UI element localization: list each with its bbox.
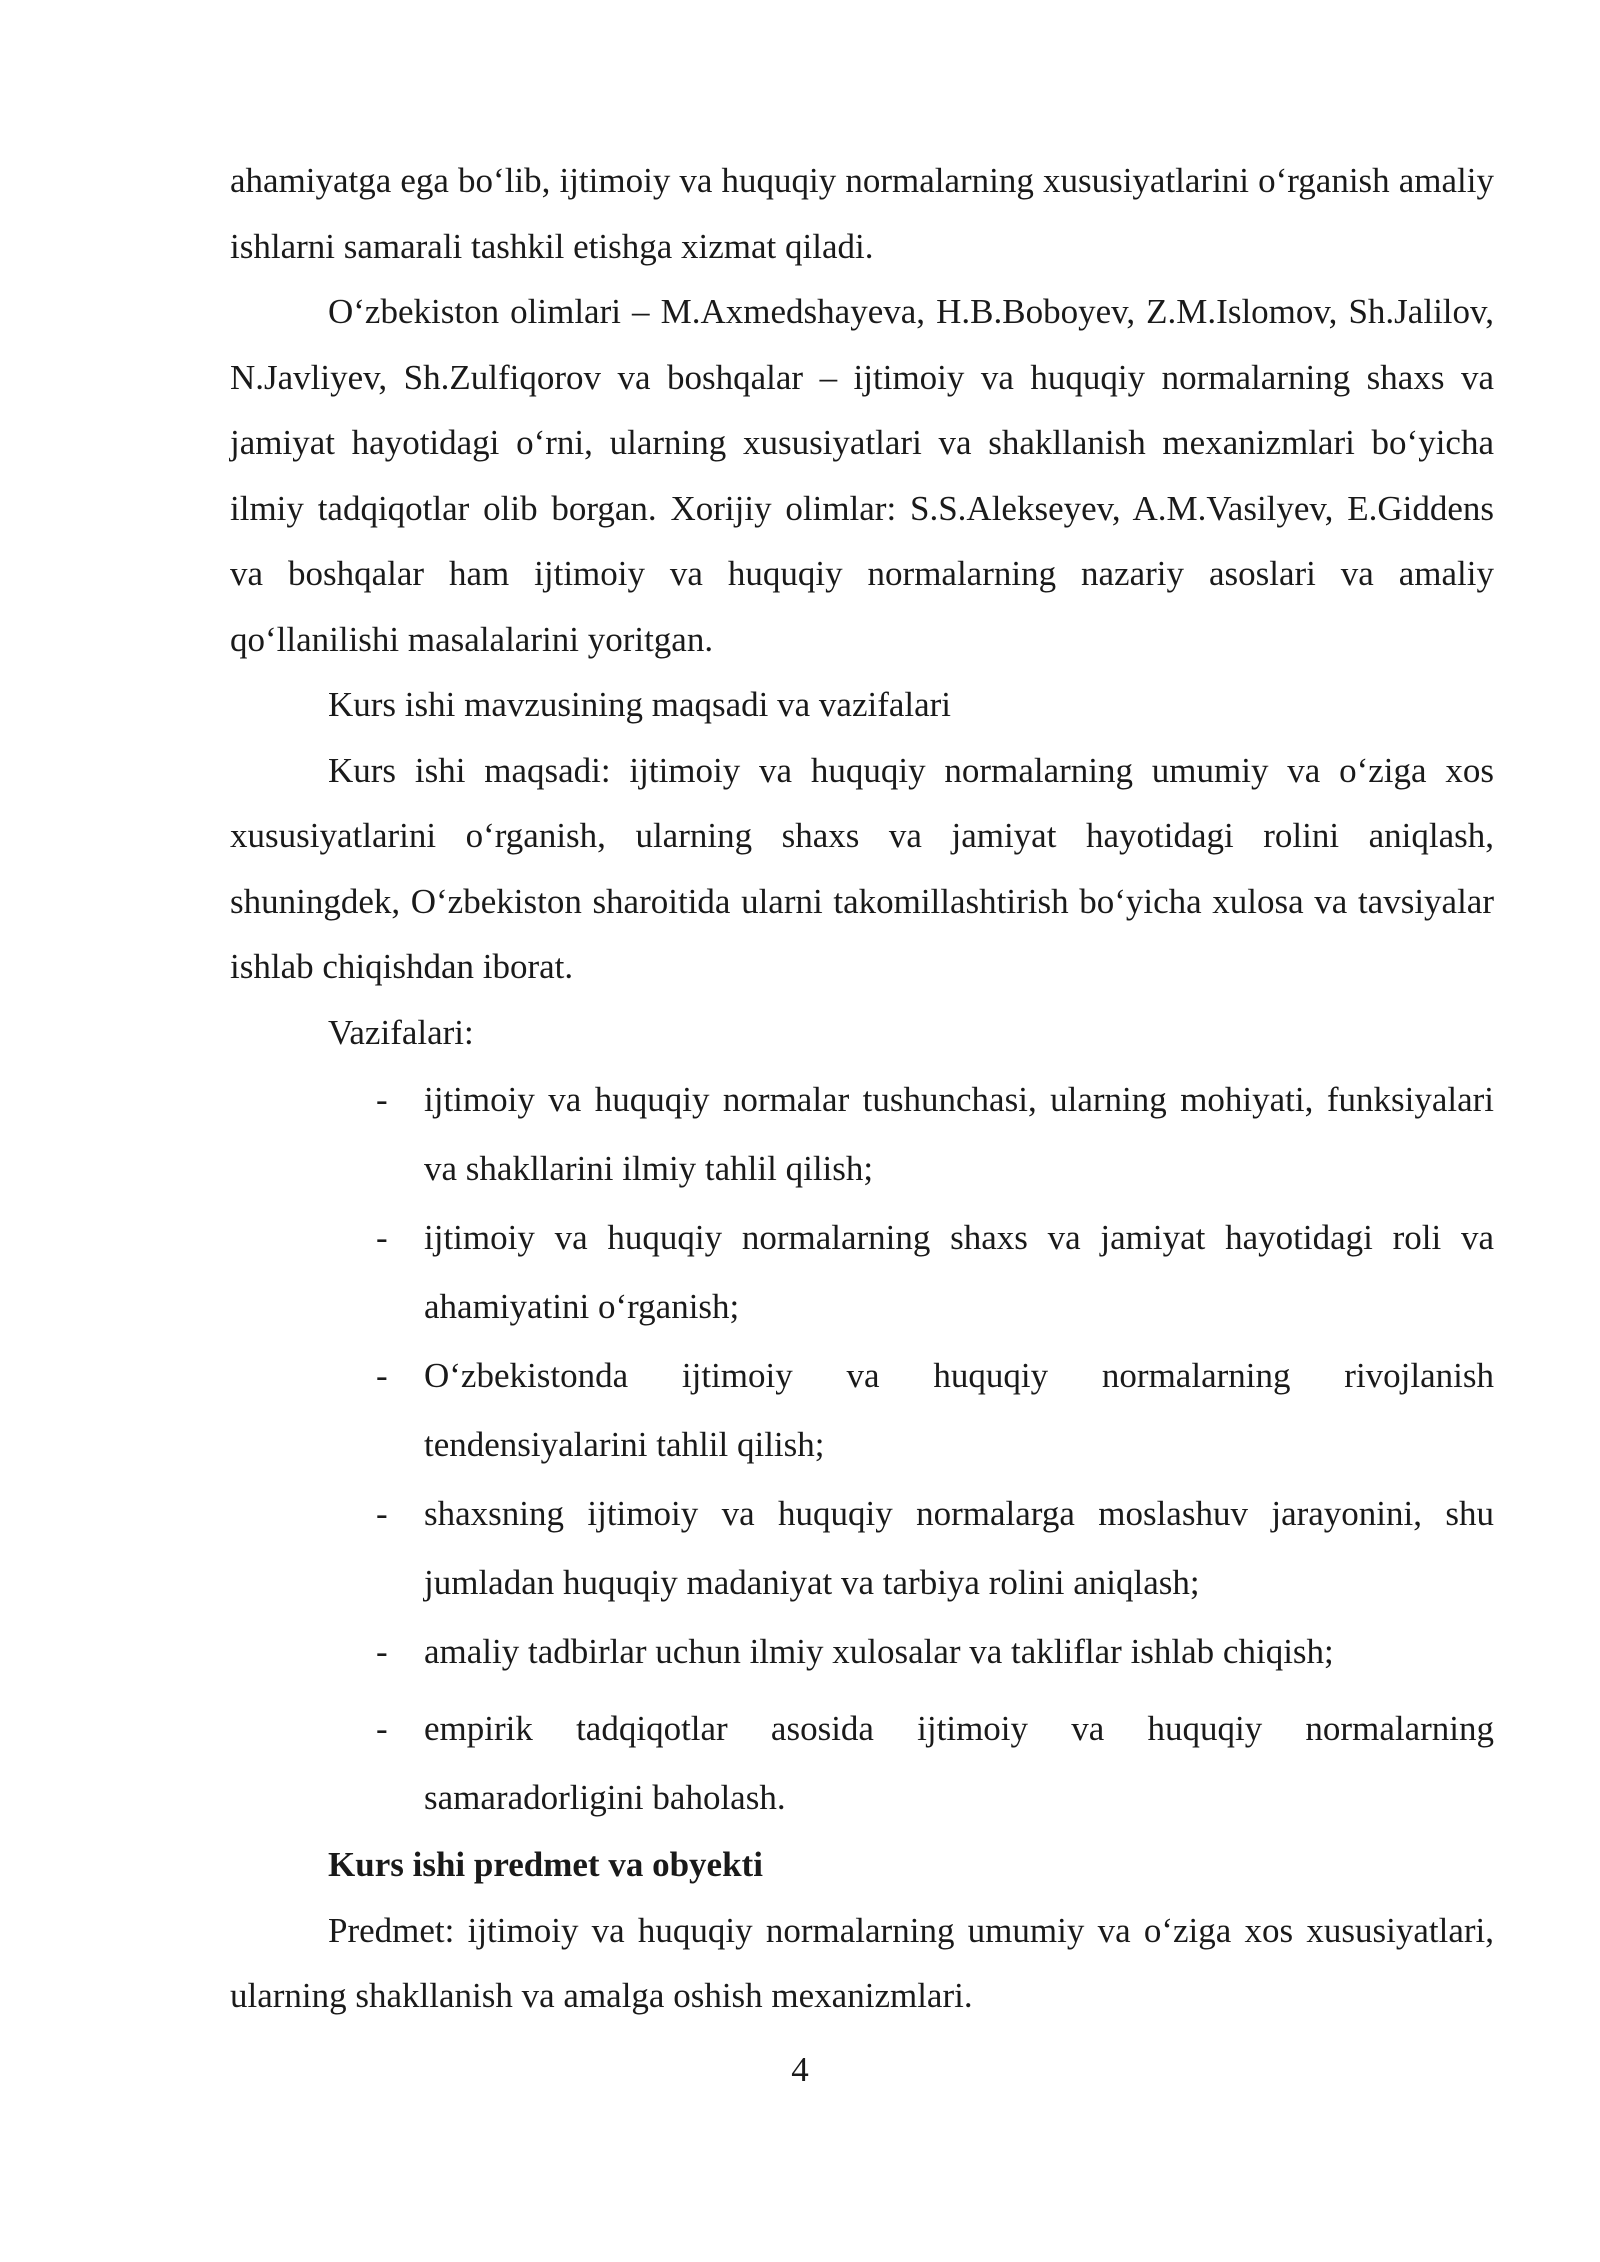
list-dash: -: [376, 1494, 388, 1533]
list-item-text: amaliy tadbirlar uchun ilmiy xulosalar va takliflar ishlab chiqish;: [424, 1632, 1334, 1671]
tasks-list: [230, 1065, 1494, 1832]
list-item-text: ijtimoiy va huquqiy normalarning shaxs va jamiyat hayotidagi roli va ahamiyatini o‘rganish;: [424, 1218, 1494, 1326]
list-dash: -: [376, 1632, 388, 1671]
list-item: [230, 1479, 1494, 1617]
paragraph-continuation: ahamiyatga ega bo‘lib, ijtimoiy va huquqiy normalarning xususiyatlarini o‘rganish amaliy ishlarni samarali tashkil etishga xizmat qiladi.: [230, 161, 1494, 266]
list-dash: -: [376, 1218, 388, 1257]
paragraph-goals-heading: Kurs ishi mavzusining maqsadi va vazifalari: [328, 685, 952, 724]
list-item-text: ijtimoiy va huquqiy normalar tushunchasi, ularning mohiyati, funksiyalari va shakllarini ilmiy tahlil qilish;: [424, 1080, 1494, 1188]
list-item-text: empirik tadqiqotlar asosida ijtimoiy va huquqiy normalarning samaradorligini baholash.: [424, 1709, 1494, 1817]
list-item-text: shaxsning ijtimoiy va huquqiy normalarga moslashuv jarayonini, shu jumladan huquqiy madaniyat va tarbiya rolini aniqlash;: [424, 1494, 1494, 1602]
list-item: [230, 1617, 1494, 1686]
list-item: [230, 1341, 1494, 1479]
paragraph-tasks-label: Vazifalari:: [328, 1012, 474, 1052]
list-item: [230, 1203, 1494, 1341]
list-item-text: O‘zbekistonda ijtimoiy va huquqiy normalarning rivojlanish tendensiyalarini tahlil qilish;: [424, 1356, 1494, 1464]
list-dash: -: [376, 1356, 388, 1395]
paragraph-goal: Kurs ishi maqsadi: ijtimoiy va huquqiy normalarning umumiy va o‘ziga xos xususiyatlarini o‘rganish, ularning shaxs va jamiyat hayotidagi rolini aniqlash, shuningdek, O‘zbekiston sharoitida ularni takomillashtirish bo‘yicha xulosa va tavsiyalar ishlab chiqishdan iborat.: [230, 750, 1494, 986]
list-dash: -: [376, 1080, 388, 1119]
body-text: [230, 148, 1494, 2029]
list-item: [230, 1065, 1494, 1203]
list-dash: -: [376, 1709, 388, 1748]
section-heading: Kurs ishi predmet va obyekti: [328, 1845, 763, 1884]
paragraph-predmet: Predmet: ijtimoiy va huquqiy normalarning umumiy va o‘ziga xos xususiyatlari, ularning shakllanish va amalga oshish mexanizmlari.: [230, 1910, 1494, 2015]
page-number: 4: [791, 2050, 809, 2089]
list-item: [230, 1694, 1494, 1832]
paragraph-scholars: O‘zbekiston olimlari – M.Axmedshayeva, H.B.Boboyev, Z.M.Islomov, Sh.Jalilov, N.Javliyev, Sh.Zulfiqorov va boshqalar – ijtimoiy va huquqiy normalarning shaxs va jamiyat hayotidagi o‘rni, ularning xususiyatlari va shakllanish mexanizmlari bo‘yicha ilmiy tadqiqotlar olib borgan. Xorijiy olimlar: S.S.Alekseyev, A.M.Vasilyev, E.Giddens va boshqalar ham ijtimoiy va huquqiy normalarning nazariy asoslari va amaliy qo‘llanilishi masalalarini yoritgan.: [230, 292, 1494, 659]
